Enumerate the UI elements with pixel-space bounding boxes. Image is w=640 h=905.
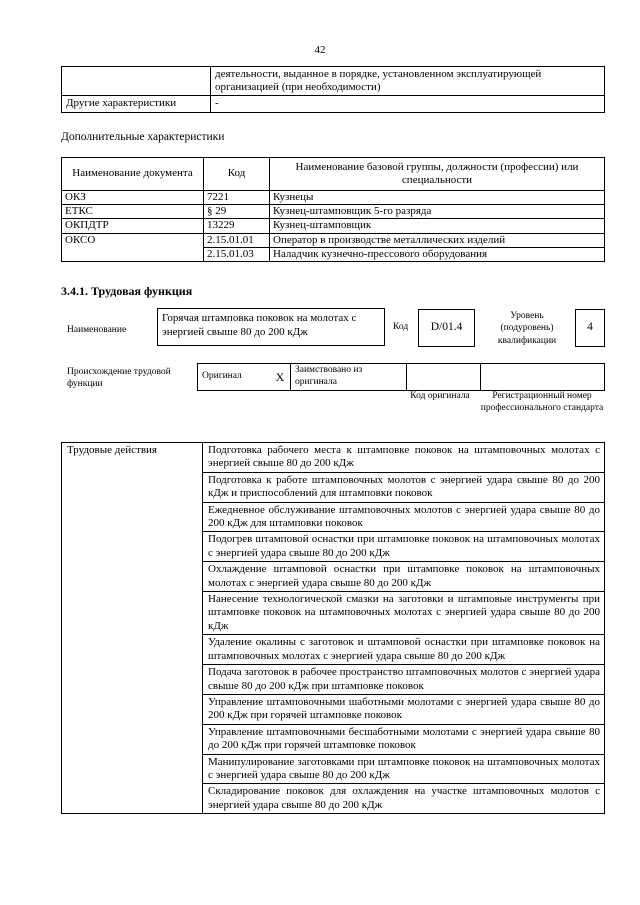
table-cell: Оператор в производстве металлических изделий	[270, 233, 605, 247]
table-header-cell: Наименование базовой группы, должности (профессии) или специальности	[270, 158, 605, 191]
action-item: Манипулирование заготовками при штамповке поковок на штамповочных молотах с энергией удара свыше 80 до 200 кДж	[203, 754, 605, 784]
level-label: Уровень (подуровень) квалификации	[497, 311, 557, 346]
table-row	[62, 443, 605, 473]
function-name-box: Горячая штамповка поковок на молотах с энергией свыше 80 до 200 кДж	[157, 308, 385, 346]
table-cell: деятельности, выданное в порядке, установленном эксплуатирующей организацией (при необходимости)	[211, 67, 605, 96]
table-row	[62, 205, 605, 219]
name-label: Наименование	[67, 325, 127, 335]
action-item: Охлаждение штамповой оснастки при штамповке поковок на штамповочных молотах с энергией удара свыше 80 до 200 кДж	[203, 562, 605, 592]
labor-actions-table	[61, 442, 605, 814]
table-cell: Наладчик кузнечно-прессового оборудования	[270, 247, 605, 261]
section-title: 3.4.1. Трудовая функция	[61, 284, 193, 298]
action-item: Складирование поковок для охлаждения на участке штамповочных молотов с энергией удара свыше 80 до 200 кДж	[203, 784, 605, 814]
table-row	[62, 96, 605, 112]
action-item: Подогрев штамповой оснастки при штамповке поковок на штамповочных молотах с энергией удара свыше 80 до 200 кДж	[203, 532, 605, 562]
table-cell: -	[211, 96, 605, 112]
table-cell: 7221	[204, 191, 270, 205]
action-item: Ежедневное обслуживание штамповочных молотов с энергией удара свыше 80 до 200 кДж для штамповки поковок	[203, 502, 605, 532]
table-cell: Кузнецы	[270, 191, 605, 205]
table-row	[62, 219, 605, 233]
table-cell: Кузнец-штамповщик 5-го разряда	[270, 205, 605, 219]
page-number: 42	[314, 44, 326, 56]
action-item: Управление штамповочными бесшаботными молотами с энергией удара свыше 80 до 200 кДж при горячей штамповке поковок	[203, 724, 605, 754]
action-item: Подача заготовок в рабочее пространство штамповочных молотов с энергией удара свыше 80 до 200 кДж при штамповке поковок	[203, 665, 605, 695]
extra-characteristics-heading: Дополнительные характеристики	[61, 131, 225, 143]
table-cell: § 29	[204, 205, 270, 219]
table-cell: ЕТКС	[62, 205, 204, 219]
origin-label: Происхождение трудовой функции	[67, 367, 171, 390]
origin-table	[197, 363, 605, 391]
labor-actions-label: Трудовые действия	[62, 443, 203, 814]
top-table	[61, 66, 605, 113]
table-cell: 2.15.01.03	[204, 247, 270, 261]
original-code-cell	[407, 364, 481, 391]
reg-caption: Регистрационный номер профессионального стандарта	[480, 391, 604, 414]
table-row	[198, 364, 605, 391]
qualification-level-box: 4	[575, 309, 605, 347]
table-cell: ОКЗ	[62, 191, 204, 205]
table-cell: ОКСО	[62, 233, 204, 261]
action-item: Нанесение технологической смазки на заготовки и штамповые инструменты при штамповке поковок на штамповочных молотах с энергией удара свыше 80 до 200 кДж	[203, 592, 605, 635]
table-cell	[62, 67, 211, 96]
code-caption: Код оригинала	[410, 391, 470, 401]
table-header-cell: Наименование документа	[62, 158, 204, 191]
table-cell: Кузнец-штамповщик	[270, 219, 605, 233]
table-row	[62, 233, 605, 247]
action-item: Удаление окалины с заготовок и штамповой оснастки при штамповке поковок на штамповочных молотах с энергией удара свыше 80 до 200 кДж	[203, 635, 605, 665]
code-label: Код	[393, 322, 409, 332]
original-cell: Оригинал	[198, 364, 271, 391]
reg-number-cell	[481, 364, 605, 391]
action-item: Управление штамповочными шаботными молотами с энергией удара свыше 80 до 200 кДж при горячей штамповке поковок	[203, 694, 605, 724]
table-cell: 2.15.01.01	[204, 233, 270, 247]
table-row	[62, 191, 605, 205]
table-cell: 13229	[204, 219, 270, 233]
action-item: Подготовка к работе штамповочных молотов с энергией удара свыше 80 до 200 кДж и приспособлений для штамповки поковок	[203, 472, 605, 502]
action-item: Подготовка рабочего места к штамповке поковок на штамповочных молотах с энергией свыше 80 до 200 кДж	[203, 443, 605, 473]
borrowed-cell: Заимствовано из оригинала	[291, 364, 407, 391]
function-code-box: D/01.4	[418, 309, 475, 347]
table-cell: Другие характеристики	[62, 96, 211, 112]
table-header-row	[62, 158, 605, 191]
extra-characteristics-table	[61, 157, 605, 262]
table-cell: ОКПДТР	[62, 219, 204, 233]
original-mark: X	[270, 364, 291, 391]
table-header-cell: Код	[204, 158, 270, 191]
table-row	[62, 67, 605, 96]
